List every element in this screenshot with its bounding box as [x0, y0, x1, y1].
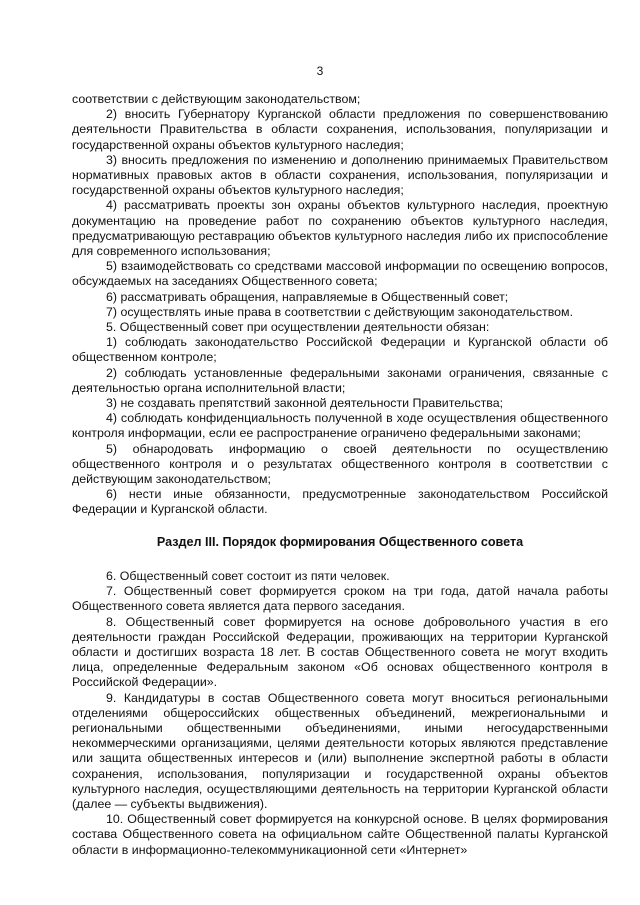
paragraph: 6) рассматривать обращения, направляемые в Общественный совет;	[106, 289, 509, 304]
paragraph: 5. Общественный совет при осуществлении деятельности обязан:	[106, 320, 490, 335]
page-number: 3	[316, 64, 324, 78]
document-body	[72, 92, 608, 858]
paragraph: 9. Кандидатуры в состав Общественного совета могут вноситься региональными отделениями общероссийских общественных объединений, межрегиональными и региональными общественными объединениями, иными негосударственными некоммерческими организациями, целями деятельности которых являются представление или защита общественных интересов и (или) выполнение экспертной работы в области сохранения, использования, популяризации и государственной охраны объектов культурного наследия, осуществляющими деятельность на территории Курганской области (далее — субъекты выдвижения).	[72, 690, 608, 811]
paragraph: 6. Общественный совет состоит из пяти человек.	[106, 568, 390, 583]
paragraph: 2) соблюдать установленные федеральными законами ограничения, связанные с деятельностью органа исполнительной власти;	[72, 365, 608, 395]
paragraph: 4) соблюдать конфиденциальность полученной в ходе осуществления общественного контроля информации, если ее распространение ограничено федеральными законами;	[72, 411, 608, 441]
paragraph: 7) осуществлять иные права в соответствии с действующим законодательством.	[106, 304, 574, 319]
paragraph: 5) обнародовать информацию о своей деятельности по осуществлению общественного контроля и о результатах общественного контроля в соответствии с действующим законодательством;	[72, 441, 608, 487]
paragraph: 6) нести иные обязанности, предусмотренные законодательством Российской Федерации и Курганской области.	[72, 487, 608, 517]
section-title: Раздел III. Порядок формирования Общественного совета	[156, 534, 524, 549]
paragraph: 8. Общественный совет формируется на основе добровольного участия в его деятельности граждан Российской Федерации, проживающих на территории Курганской области и достигших возраста 18 лет. В состав Общественного совета не могут входить лица, определенные Федеральным законом «Об основах общественного контроля в Российской Федерации».	[72, 614, 608, 690]
paragraph: 3) вносить предложения по изменению и дополнению принимаемых Правительством нормативных правовых актов в области сохранения, использования, популяризации и государственной охраны объектов культурного наследия;	[72, 152, 608, 198]
paragraph: 5) взаимодействовать со средствами массовой информации по освещению вопросов, обсуждаемых на заседаниях Общественного совета;	[72, 259, 608, 289]
paragraph: 3) не создавать препятствий законной деятельности Правительства;	[106, 396, 504, 411]
paragraph: 4) рассматривать проекты зон охраны объектов культурного наследия, проектную документацию на проведение работ по сохранению объектов культурного наследия, предусматривающую реставрацию объектов культурного наследия либо их приспособление для современного использования;	[72, 198, 608, 259]
paragraph: 7. Общественный совет формируется сроком на три года, датой начала работы Общественного совета является дата первого заседания.	[72, 584, 608, 614]
paragraph: 10. Общественный совет формируется на конкурсной основе. В целях формирования состава Общественного совета на официальном сайте Общественной палаты Курганской области в информационно-телекоммуникационной сети «Интернет»	[72, 812, 608, 857]
paragraph: соответствии с действующим законодательством;	[72, 92, 361, 106]
paragraph: 1) соблюдать законодательство Российской Федерации и Курганской области об общественном контроле;	[72, 335, 608, 365]
paragraph: 2) вносить Губернатору Курганской области предложения по совершенствованию деятельности Правительства в области сохранения, использования, популяризации и государственной охраны объектов культурного наследия;	[72, 107, 608, 152]
